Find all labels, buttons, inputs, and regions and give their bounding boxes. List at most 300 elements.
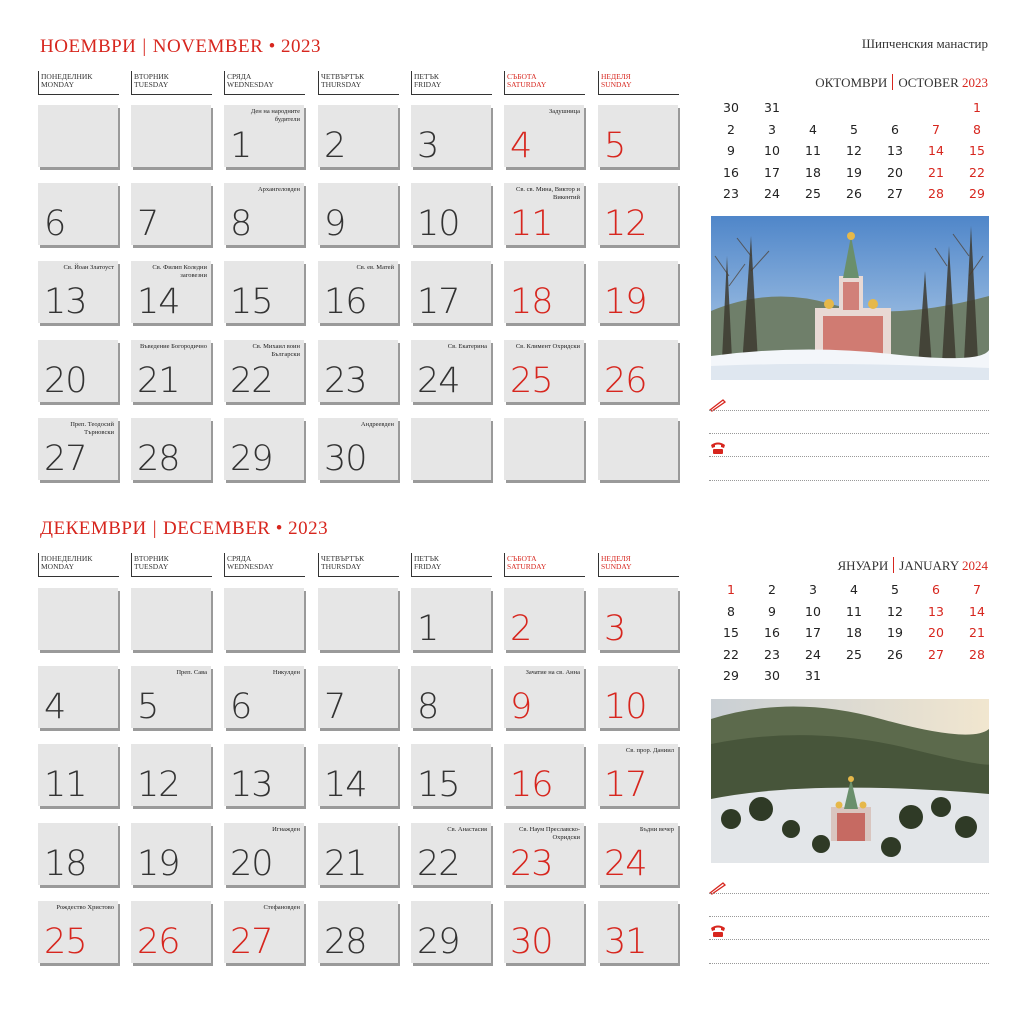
day-number: 14 xyxy=(324,765,367,805)
mini-day: 8 xyxy=(973,121,981,137)
holiday-note: Св. св. Мина, Виктор и Викентий xyxy=(516,186,580,201)
shipka-monastery-photo-aerial xyxy=(711,699,989,863)
holiday-note: Игнажден xyxy=(272,826,300,833)
november-title xyxy=(40,36,321,58)
mini-week-row xyxy=(716,100,990,122)
weekday-en: SUNDAY xyxy=(601,562,632,571)
mini-day: 28 xyxy=(969,646,985,662)
mini-day: 16 xyxy=(723,164,739,180)
weekday-header-friday xyxy=(411,553,492,577)
day-cell xyxy=(318,418,398,480)
mini-day: 23 xyxy=(723,186,739,201)
day-number: 10 xyxy=(417,204,460,244)
holiday-note: Св. Михаил воин Български xyxy=(252,343,300,358)
holiday-note: Св. Наум Преславско-Охридски xyxy=(519,826,580,841)
mini-day: 5 xyxy=(891,582,899,597)
day-number: 14 xyxy=(137,282,180,322)
weekday-header-monday xyxy=(38,553,119,577)
day-number: 21 xyxy=(137,361,180,401)
weekday-en: SUNDAY xyxy=(601,80,632,89)
december-title-separator: | xyxy=(152,518,158,539)
mini-day: 1 xyxy=(727,582,735,597)
day-cell xyxy=(318,340,398,402)
day-number: 20 xyxy=(44,361,87,401)
day-cell xyxy=(504,823,584,885)
day-cell xyxy=(504,744,584,806)
mini-day: 12 xyxy=(887,603,903,619)
mini-day: 24 xyxy=(805,646,821,662)
weekday-en: SATURDAY xyxy=(507,562,547,571)
day-number: 28 xyxy=(137,439,180,479)
november-title-en: NOVEMBER xyxy=(152,36,264,57)
mini-week-row xyxy=(716,668,990,690)
day-cell xyxy=(224,588,304,650)
day-cell xyxy=(38,183,118,245)
day-number: 23 xyxy=(324,361,367,401)
day-cell xyxy=(318,105,398,167)
weekday-en: THURSDAY xyxy=(321,80,362,89)
holiday-note: Задушница xyxy=(548,108,580,115)
day-cell xyxy=(131,183,211,245)
day-cell xyxy=(504,340,584,402)
day-number: 7 xyxy=(324,687,346,727)
day-cell xyxy=(411,105,491,167)
day-number: 30 xyxy=(510,922,553,962)
day-number: 29 xyxy=(230,439,273,479)
day-cell xyxy=(598,183,678,245)
mini-day: 25 xyxy=(846,646,862,662)
day-cell xyxy=(131,418,211,480)
mini-day: 7 xyxy=(932,121,940,137)
phone-icon xyxy=(709,923,727,937)
holiday-note: Св. Анастасия xyxy=(447,826,487,833)
mini-day: 18 xyxy=(805,164,821,180)
weekday-bg: ЧЕТВЪРТЪК xyxy=(321,554,365,563)
day-cell xyxy=(598,261,678,323)
phone-icon xyxy=(709,440,727,454)
day-cell xyxy=(318,183,398,245)
day-number: 11 xyxy=(44,765,87,805)
mini-week-row xyxy=(716,122,990,144)
mini-day: 10 xyxy=(805,603,821,619)
day-number: 27 xyxy=(230,922,273,962)
weekday-bg: НЕДЕЛЯ xyxy=(601,72,631,81)
day-number: 9 xyxy=(324,204,346,244)
day-cell xyxy=(38,823,118,885)
weekday-en: WEDNESDAY xyxy=(227,80,274,89)
weekday-en: SATURDAY xyxy=(507,80,547,89)
december-weekday-header xyxy=(38,553,678,577)
pen-icon xyxy=(709,880,727,894)
mini-day: 7 xyxy=(973,582,981,597)
mini-day: 20 xyxy=(887,164,903,180)
december-title-year: 2023 xyxy=(288,518,329,539)
october-title-en: OCTOBER xyxy=(898,75,959,90)
day-cell xyxy=(598,105,678,167)
mini-day: 17 xyxy=(764,164,780,180)
holiday-note: Бъдни вечер xyxy=(639,826,674,833)
mini-day: 12 xyxy=(846,143,862,158)
mini-week-row xyxy=(716,186,990,208)
mini-day: 20 xyxy=(928,625,944,640)
day-number: 5 xyxy=(137,687,159,727)
day-number: 17 xyxy=(604,765,647,805)
mini-day: 6 xyxy=(891,121,899,137)
day-cell xyxy=(411,666,491,728)
november-title-dot: • xyxy=(268,36,276,57)
weekday-en: TUESDAY xyxy=(134,562,169,571)
day-number: 6 xyxy=(230,687,252,727)
day-number: 2 xyxy=(324,126,346,166)
day-number: 13 xyxy=(230,765,273,805)
mini-day: 3 xyxy=(768,121,776,137)
day-cell xyxy=(318,261,398,323)
day-number: 3 xyxy=(417,126,439,166)
day-cell xyxy=(411,588,491,650)
mini-day: 31 xyxy=(805,668,821,683)
holiday-note: Архангеловден xyxy=(257,186,300,193)
day-number: 25 xyxy=(44,922,87,962)
day-number: 4 xyxy=(44,687,66,727)
mini-day: 2 xyxy=(727,121,735,137)
day-cell xyxy=(38,901,118,963)
day-cell xyxy=(318,744,398,806)
day-number: 26 xyxy=(137,922,180,962)
october-title-bg: ОКТОМВРИ xyxy=(815,75,888,90)
holiday-note: Ден на народните будители xyxy=(250,108,300,123)
january-title-bg: ЯНУАРИ xyxy=(837,558,889,573)
day-cell xyxy=(38,588,118,650)
holiday-note: Стефановден xyxy=(263,904,300,911)
day-cell xyxy=(411,901,491,963)
mini-day: 22 xyxy=(723,646,739,662)
mini-day: 18 xyxy=(846,625,862,640)
day-cell xyxy=(598,901,678,963)
day-cell xyxy=(224,183,304,245)
november-weekday-header xyxy=(38,71,678,95)
day-cell xyxy=(598,588,678,650)
day-cell xyxy=(224,901,304,963)
mini-day: 16 xyxy=(764,625,780,640)
day-cell xyxy=(504,666,584,728)
mini-day: 1 xyxy=(973,100,981,115)
mini-day: 11 xyxy=(805,143,821,158)
holiday-note: Св. Климент Охридски xyxy=(515,343,580,350)
day-number: 26 xyxy=(604,361,647,401)
mini-week-row xyxy=(716,625,990,647)
mini-day: 21 xyxy=(928,164,944,180)
day-number: 9 xyxy=(510,687,532,727)
day-cell xyxy=(318,901,398,963)
day-cell xyxy=(131,744,211,806)
weekday-en: MONDAY xyxy=(41,562,75,571)
title-divider xyxy=(893,557,894,573)
pen-icon xyxy=(709,397,727,411)
day-cell xyxy=(504,261,584,323)
day-cell xyxy=(504,418,584,480)
weekday-header-monday xyxy=(38,71,119,95)
january-title-en: JANUARY xyxy=(899,558,959,573)
day-cell xyxy=(411,744,491,806)
mini-day: 13 xyxy=(887,143,903,158)
day-cell xyxy=(38,105,118,167)
day-number: 31 xyxy=(604,922,647,962)
weekday-header-sunday xyxy=(598,71,679,95)
weekday-bg: СРЯДА xyxy=(227,72,252,81)
january-mini-title xyxy=(837,557,988,574)
mini-day: 19 xyxy=(846,164,862,180)
october-mini-calendar xyxy=(716,100,990,208)
day-cell xyxy=(131,666,211,728)
day-number: 1 xyxy=(230,126,252,166)
mini-day: 27 xyxy=(928,646,944,662)
day-number: 29 xyxy=(417,922,460,962)
mini-day: 4 xyxy=(809,121,817,137)
mini-day: 21 xyxy=(969,625,985,640)
day-cell xyxy=(38,261,118,323)
day-number: 28 xyxy=(324,922,367,962)
day-number: 11 xyxy=(510,204,553,244)
day-number: 8 xyxy=(417,687,439,727)
day-cell xyxy=(38,340,118,402)
mini-day: 25 xyxy=(805,186,821,201)
weekday-en: MONDAY xyxy=(41,80,75,89)
december-title xyxy=(40,518,328,540)
october-title-year: 2023 xyxy=(962,75,988,90)
weekday-bg: ЧЕТВЪРТЪК xyxy=(321,72,365,81)
shipka-monastery-photo-winter xyxy=(711,216,989,380)
day-cell xyxy=(224,823,304,885)
weekday-bg: ВТОРНИК xyxy=(134,554,169,563)
day-cell xyxy=(504,588,584,650)
weekday-en: TUESDAY xyxy=(134,80,169,89)
day-number: 17 xyxy=(417,282,460,322)
day-cell xyxy=(504,901,584,963)
weekday-header-friday xyxy=(411,71,492,95)
mini-day: 8 xyxy=(727,603,735,619)
day-number: 3 xyxy=(604,609,626,649)
day-number: 16 xyxy=(510,765,553,805)
day-cell xyxy=(38,418,118,480)
november-title-bg: НОЕМВРИ xyxy=(40,36,137,57)
mini-day: 5 xyxy=(850,121,858,137)
holiday-note: Св. Екатерина xyxy=(447,343,487,350)
day-cell xyxy=(131,340,211,402)
day-number: 12 xyxy=(137,765,180,805)
day-cell xyxy=(224,261,304,323)
holiday-note: Св. прор. Даниил xyxy=(625,747,674,754)
mini-day: 2 xyxy=(768,582,776,597)
holiday-note: Св. Филип Коледни заговезни xyxy=(152,264,207,279)
mini-day: 22 xyxy=(969,164,985,180)
day-cell xyxy=(598,823,678,885)
weekday-header-sunday xyxy=(598,553,679,577)
day-number: 7 xyxy=(137,204,159,244)
day-cell xyxy=(598,666,678,728)
day-cell xyxy=(504,105,584,167)
day-number: 15 xyxy=(230,282,273,322)
day-cell xyxy=(411,340,491,402)
mini-day: 23 xyxy=(764,646,780,662)
day-number: 24 xyxy=(417,361,460,401)
mini-day: 3 xyxy=(809,582,817,597)
mini-week-row xyxy=(716,647,990,669)
holiday-note: Зачатие на св. Анна xyxy=(525,669,580,676)
weekday-en: FRIDAY xyxy=(414,562,442,571)
day-cell xyxy=(598,744,678,806)
mini-day: 29 xyxy=(969,186,985,201)
weekday-en: THURSDAY xyxy=(321,562,362,571)
day-cell xyxy=(224,666,304,728)
day-number: 5 xyxy=(604,126,626,166)
weekday-header-wednesday xyxy=(224,71,305,95)
day-cell xyxy=(224,340,304,402)
weekday-header-tuesday xyxy=(131,71,212,95)
day-number: 30 xyxy=(324,439,367,479)
day-cell xyxy=(131,823,211,885)
mini-day: 31 xyxy=(764,100,780,115)
mini-day: 27 xyxy=(887,186,903,201)
mini-day: 30 xyxy=(723,100,739,115)
mini-day: 9 xyxy=(768,603,776,619)
mini-day: 15 xyxy=(969,143,985,158)
mini-day: 6 xyxy=(932,582,940,597)
mini-day: 9 xyxy=(727,143,735,158)
mini-day: 14 xyxy=(969,603,985,619)
weekday-header-tuesday xyxy=(131,553,212,577)
day-cell xyxy=(38,744,118,806)
day-number: 18 xyxy=(510,282,553,322)
day-number: 24 xyxy=(604,844,647,884)
day-cell xyxy=(131,105,211,167)
weekday-header-wednesday xyxy=(224,553,305,577)
day-number: 6 xyxy=(44,204,66,244)
holiday-note: Андреевден xyxy=(360,421,394,428)
day-cell xyxy=(224,418,304,480)
mini-day: 29 xyxy=(723,668,739,683)
mini-day: 10 xyxy=(764,143,780,158)
weekday-bg: СРЯДА xyxy=(227,554,252,563)
day-cell xyxy=(224,744,304,806)
mini-day: 13 xyxy=(928,603,944,619)
holiday-note: Преп. Теодосий Търновски xyxy=(70,421,114,436)
day-number: 19 xyxy=(137,844,180,884)
january-mini-calendar xyxy=(716,582,990,690)
day-cell xyxy=(411,823,491,885)
mini-week-row xyxy=(716,143,990,165)
weekday-bg: НЕДЕЛЯ xyxy=(601,554,631,563)
december-title-bg: ДЕКЕМВРИ xyxy=(40,518,147,539)
day-cell xyxy=(318,823,398,885)
mini-week-row xyxy=(716,582,990,604)
day-cell xyxy=(504,183,584,245)
holiday-note: Св. Йоан Златоуст xyxy=(63,264,114,271)
january-title-year: 2024 xyxy=(962,558,988,573)
day-number: 10 xyxy=(604,687,647,727)
day-number: 18 xyxy=(44,844,87,884)
weekday-header-thursday xyxy=(318,71,399,95)
day-cell xyxy=(131,588,211,650)
mini-day: 11 xyxy=(846,603,862,619)
title-divider xyxy=(892,74,893,90)
day-number: 20 xyxy=(230,844,273,884)
mini-week-row xyxy=(716,165,990,187)
day-number: 22 xyxy=(230,361,273,401)
day-number: 23 xyxy=(510,844,553,884)
day-cell xyxy=(411,261,491,323)
december-title-dot: • xyxy=(275,518,283,539)
mini-day: 4 xyxy=(850,582,858,597)
mini-day: 26 xyxy=(846,186,862,201)
november-title-year: 2023 xyxy=(281,36,321,57)
day-cell xyxy=(131,901,211,963)
day-number: 25 xyxy=(510,361,553,401)
holiday-note: Рождество Христово xyxy=(56,904,114,911)
day-number: 15 xyxy=(417,765,460,805)
holiday-note: Преп. Сава xyxy=(176,669,207,676)
october-mini-title xyxy=(815,74,988,91)
day-number: 16 xyxy=(324,282,367,322)
day-cell xyxy=(224,105,304,167)
weekday-bg: ВТОРНИК xyxy=(134,72,169,81)
weekday-header-saturday xyxy=(504,71,585,95)
weekday-header-thursday xyxy=(318,553,399,577)
day-number: 13 xyxy=(44,282,87,322)
day-cell xyxy=(131,261,211,323)
mini-day: 19 xyxy=(887,625,903,640)
day-cell xyxy=(411,418,491,480)
weekday-en: WEDNESDAY xyxy=(227,562,274,571)
day-cell xyxy=(598,418,678,480)
mini-week-row xyxy=(716,604,990,626)
holiday-note: Св. ев. Матей xyxy=(356,264,394,271)
weekday-bg: ПОНЕДЕЛНИК xyxy=(41,554,93,563)
day-number: 19 xyxy=(604,282,647,322)
holiday-note: Никулден xyxy=(272,669,300,676)
weekday-bg: ПОНЕДЕЛНИК xyxy=(41,72,93,81)
day-number: 2 xyxy=(510,609,532,649)
november-title-separator: | xyxy=(142,36,147,57)
day-number: 12 xyxy=(604,204,647,244)
mini-day: 17 xyxy=(805,625,821,640)
day-cell xyxy=(318,666,398,728)
day-number: 1 xyxy=(417,609,439,649)
day-cell xyxy=(38,666,118,728)
mini-day: 28 xyxy=(928,186,944,201)
day-number: 21 xyxy=(324,844,367,884)
weekday-bg: ПЕТЪК xyxy=(414,72,439,81)
mini-day: 14 xyxy=(928,143,944,158)
weekday-header-saturday xyxy=(504,553,585,577)
page-caption: Шипченския манастир xyxy=(861,36,988,51)
day-cell xyxy=(598,340,678,402)
day-number: 22 xyxy=(417,844,460,884)
day-number: 4 xyxy=(510,126,532,166)
weekday-bg: ПЕТЪК xyxy=(414,554,439,563)
mini-day: 30 xyxy=(764,668,780,683)
day-number: 27 xyxy=(44,439,87,479)
day-number: 8 xyxy=(230,204,252,244)
weekday-bg: СЪБОТА xyxy=(507,554,537,563)
weekday-bg: СЪБОТА xyxy=(507,72,537,81)
mini-day: 24 xyxy=(764,186,780,201)
december-title-en: DECEMBER xyxy=(163,518,271,539)
mini-day: 15 xyxy=(723,625,739,640)
holiday-note: Въведение Богородично xyxy=(139,343,207,350)
mini-day: 26 xyxy=(887,646,903,662)
weekday-en: FRIDAY xyxy=(414,80,442,89)
day-cell xyxy=(318,588,398,650)
